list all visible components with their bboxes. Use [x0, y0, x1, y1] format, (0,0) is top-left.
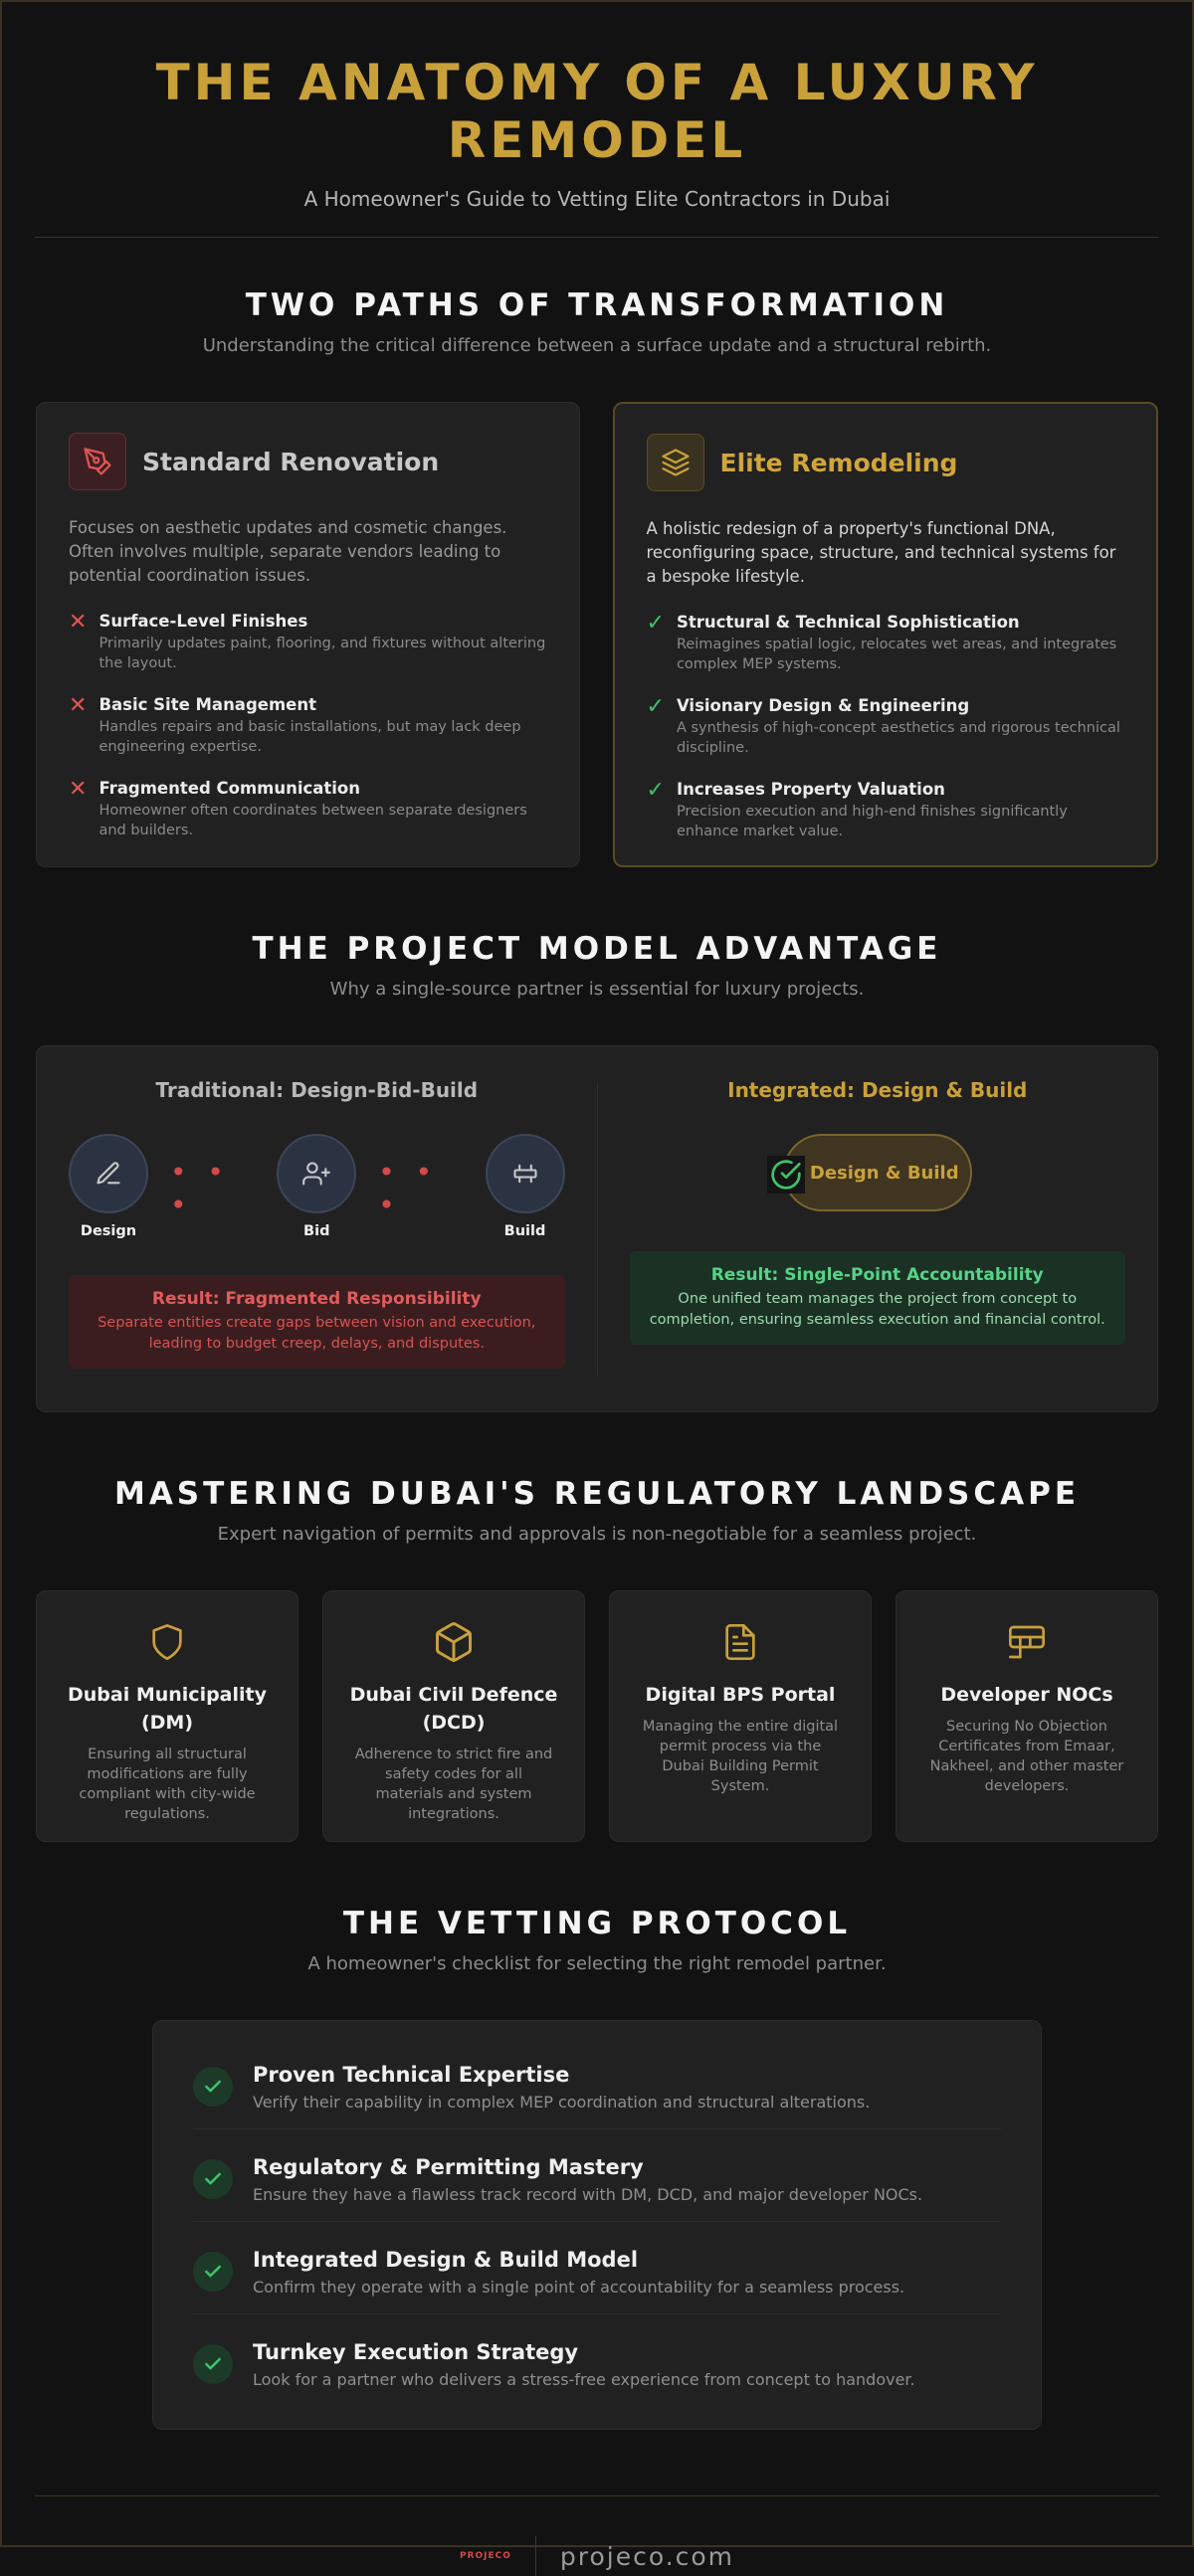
item-title: Basic Site Management — [99, 695, 316, 714]
step-label: Build — [503, 1223, 546, 1239]
vetting-title: THE VETTING PROTOCOL — [342, 1906, 852, 1941]
item-title: Structural & Technical Sophistication — [676, 613, 1020, 632]
model-title: THE PROJECT MODEL ADVANTAGE — [252, 931, 942, 967]
result-accountability — [630, 1251, 1126, 1345]
list-item — [647, 613, 1125, 674]
traditional-column — [37, 1046, 597, 1411]
dots-connector: • • • — [170, 1156, 230, 1221]
check-icon: ✓ — [646, 694, 665, 719]
footer-divider — [35, 2495, 1159, 2496]
checklist-desc: Confirm they operate with a single point of accountability for a seamless process. — [253, 2278, 905, 2297]
layers-icon — [647, 434, 704, 491]
result-fragmented — [69, 1275, 565, 1369]
list-item — [69, 695, 547, 757]
paths-title: TWO PATHS OF TRANSFORMATION — [245, 287, 949, 323]
document-icon — [628, 1617, 853, 1667]
list-item — [647, 780, 1125, 841]
model-subtitle: Why a single-source partner is essential for luxury projects. — [329, 979, 865, 1000]
result-desc: One unified team manages the project from concept to completion, ensuring seamless execution and financial control. — [649, 1291, 1105, 1328]
regulatory-title: MASTERING DUBAI'S REGULATORY LANDSCAPE — [113, 1476, 1081, 1512]
elite-remodeling-desc: A holistic redesign of a property's functional DNA, reconfiguring space, structure, and technical systems for a bespoke lifestyle. — [646, 519, 1116, 586]
result-title: Result: Fragmented Responsibility — [151, 1289, 482, 1309]
elite-remodeling-card — [613, 402, 1159, 867]
page-subtitle: A Homeowner's Guide to Vetting Elite Contractors in Dubai — [303, 187, 891, 211]
reg-title: Digital BPS Portal — [645, 1684, 836, 1706]
check-icon — [193, 2159, 233, 2199]
step-label: Design — [80, 1223, 137, 1239]
construction-icon — [486, 1134, 565, 1213]
check-icon: ✓ — [646, 611, 665, 636]
list-item — [647, 696, 1125, 758]
standard-renovation-title: Standard Renovation — [142, 447, 440, 476]
checklist-item — [193, 2222, 1001, 2314]
check-circle-icon — [767, 1156, 805, 1194]
checklist-desc: Ensure they have a flawless track record with DM, DCD, and major developer NOCs. — [253, 2185, 923, 2204]
item-desc: Handles repairs and basic installations, but may lack deep engineering expertise. — [99, 719, 521, 755]
reg-title: Dubai Municipality (DM) — [67, 1684, 267, 1734]
paths-subtitle: Understanding the critical difference between a surface update and a structural rebirth. — [202, 335, 992, 356]
integrated-column — [598, 1046, 1158, 1411]
item-desc: A synthesis of high-concept aesthetics and rigorous technical discipline. — [676, 720, 1120, 756]
step-label: Bid — [303, 1223, 330, 1239]
check-icon — [193, 2344, 233, 2384]
pencil-icon — [69, 1134, 148, 1213]
vetting-checklist — [152, 2020, 1042, 2430]
pill-label: Design & Build — [809, 1162, 959, 1184]
check-icon — [193, 2252, 233, 2292]
reg-title: Dubai Civil Defence (DCD) — [349, 1684, 558, 1734]
x-icon: ✕ — [69, 777, 88, 802]
pen-tool-icon — [69, 433, 126, 490]
standard-renovation-desc: Focuses on aesthetic updates and cosmetic changes. Often involves multiple, separate vendors leading to potential coordination issues. — [69, 518, 507, 585]
header-divider — [35, 237, 1159, 238]
item-desc: Reimagines spatial logic, relocates wet areas, and integrates complex MEP systems. — [676, 637, 1117, 672]
standard-renovation-card — [36, 402, 580, 867]
x-icon: ✕ — [69, 693, 88, 718]
dots-connector: • • • — [378, 1156, 439, 1221]
checklist-item — [193, 2129, 1001, 2222]
vetting-subtitle: A homeowner's checklist for selecting the right remodel partner. — [307, 1953, 887, 1974]
reg-card-dcd — [322, 1590, 585, 1842]
checklist-item — [193, 2314, 1001, 2407]
checklist-desc: Look for a partner who delivers a stress-free experience from concept to handover. — [253, 2370, 915, 2389]
checklist-title: Proven Technical Expertise — [253, 2063, 570, 2087]
company-logo: PROJECO — [459, 2551, 511, 2561]
building-icon — [914, 1617, 1139, 1667]
user-plus-icon — [277, 1134, 356, 1213]
traditional-title: Traditional: Design-Bid-Build — [155, 1078, 479, 1102]
elite-remodeling-title: Elite Remodeling — [719, 448, 958, 477]
step-bid — [277, 1134, 356, 1239]
item-title: Fragmented Communication — [99, 779, 361, 798]
regulatory-section — [2, 1476, 1192, 1842]
item-desc: Precision execution and high-end finishes significantly enhance market value. — [676, 804, 1068, 839]
item-desc: Primarily updates paint, flooring, and fixtures without altering the layout. — [99, 636, 546, 671]
vetting-section — [2, 1906, 1192, 2430]
reg-desc: Managing the entire digital permit process via the Dubai Building Permit System. — [642, 1719, 839, 1794]
x-icon: ✕ — [69, 610, 88, 635]
item-title: Surface-Level Finishes — [99, 612, 308, 631]
checklist-title: Integrated Design & Build Model — [253, 2248, 639, 2272]
item-desc: Homeowner often coordinates between separate designers and builders. — [99, 803, 527, 838]
list-item — [69, 779, 547, 840]
reg-title: Developer NOCs — [940, 1684, 1113, 1706]
step-design — [69, 1134, 148, 1239]
model-card — [36, 1045, 1158, 1412]
reg-card-noc — [896, 1590, 1158, 1842]
reg-card-dm — [36, 1590, 298, 1842]
shield-icon — [55, 1617, 280, 1667]
integrated-title: Integrated: Design & Build — [727, 1078, 1028, 1102]
reg-desc: Ensuring all structural modifications are fully compliant with city-wide regulations. — [79, 1747, 256, 1822]
reg-desc: Securing No Objection Certificates from Emaar, Nakheel, and other master developers. — [929, 1719, 1124, 1794]
item-title: Increases Property Valuation — [676, 780, 945, 799]
regulatory-subtitle: Expert navigation of permits and approvals is non-negotiable for a seamless project. — [217, 1524, 977, 1545]
check-icon — [193, 2067, 233, 2107]
item-title: Visionary Design & Engineering — [676, 696, 970, 715]
page-title: THE ANATOMY OF A LUXURY REMODEL — [155, 54, 1039, 169]
step-build — [486, 1134, 565, 1239]
result-desc: Separate entities create gaps between vision and execution, leading to budget creep, delays, and disputes. — [98, 1315, 536, 1352]
model-section — [2, 931, 1192, 1412]
footer — [2, 2536, 1192, 2576]
check-icon: ✓ — [646, 778, 665, 803]
checklist-desc: Verify their capability in complex MEP coordination and structural alterations. — [253, 2093, 871, 2112]
list-item — [69, 612, 547, 673]
checklist-title: Turnkey Execution Strategy — [253, 2340, 579, 2364]
checklist-item — [193, 2037, 1001, 2129]
footer-url-link[interactable]: projeco.com — [559, 2541, 735, 2571]
page-header — [2, 2, 1192, 211]
result-title: Result: Single-Point Accountability — [710, 1265, 1044, 1285]
reg-desc: Adherence to strict fire and safety codes for all materials and system integrations. — [354, 1747, 553, 1822]
reg-card-bps — [609, 1590, 872, 1842]
footer-separator — [535, 2536, 536, 2576]
checklist-title: Regulatory & Permitting Mastery — [253, 2155, 644, 2179]
paths-section — [2, 287, 1192, 867]
box-icon — [341, 1617, 566, 1667]
design-build-pill — [783, 1134, 972, 1211]
